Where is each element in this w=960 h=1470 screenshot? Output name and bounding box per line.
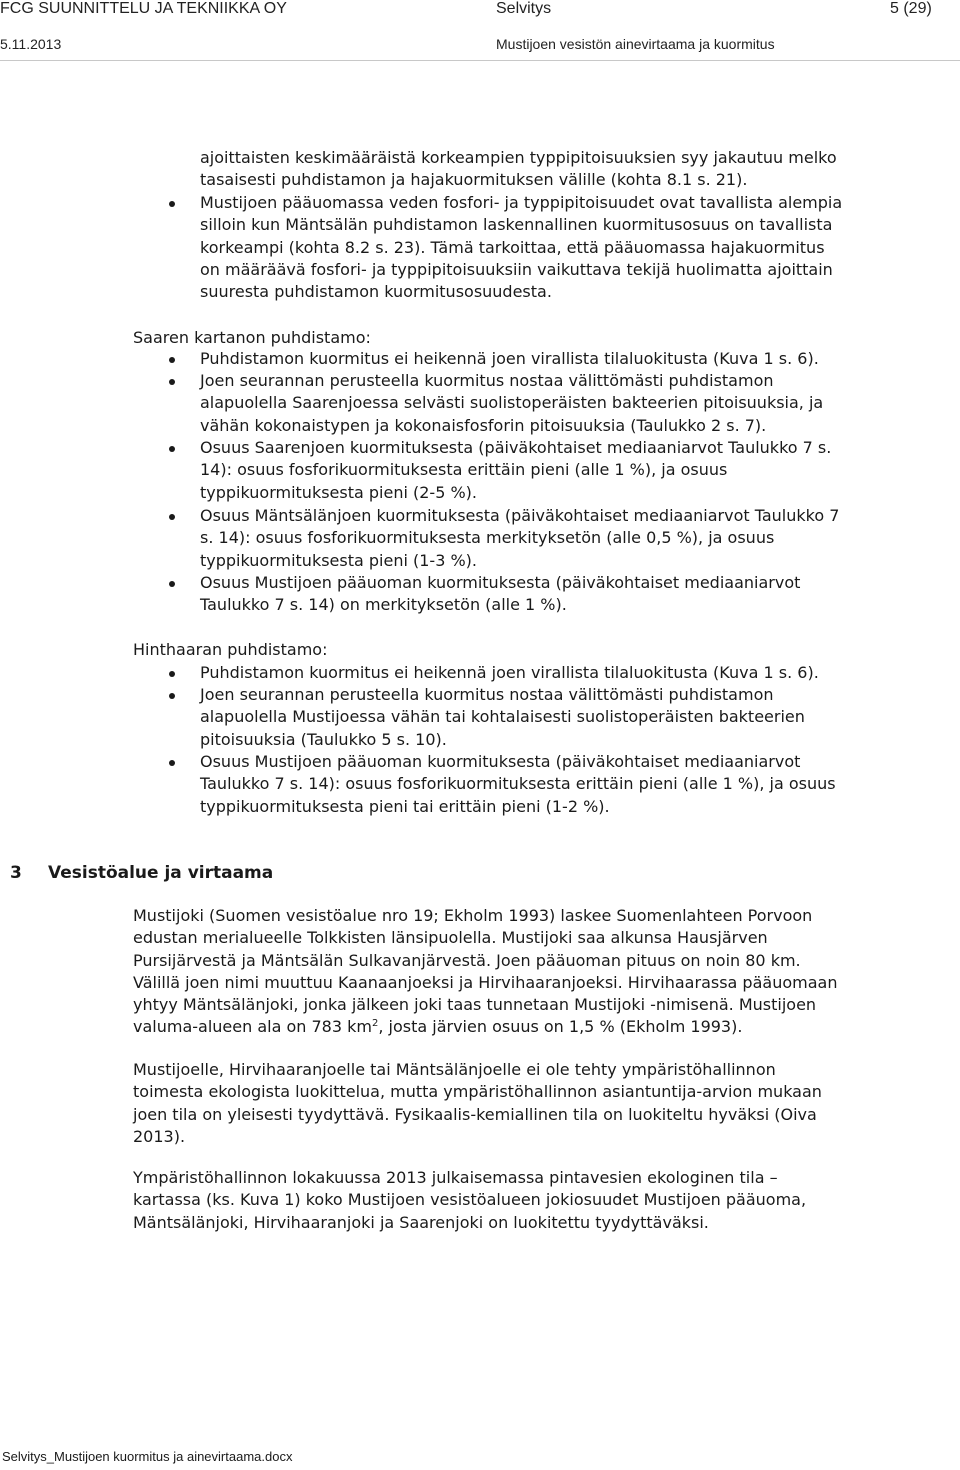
text-line: Joen seurannan perusteella kuormitus nostaa välittömästi puhdistamon xyxy=(200,371,774,390)
section-number: 3 xyxy=(10,863,22,883)
text-line: Joen seurannan perusteella kuormitus nostaa välittömästi puhdistamon xyxy=(200,685,774,704)
text-line: s. 14): osuus fosforikuormituksesta merkityksetön (alle 0,5 %), ja osuus xyxy=(200,528,775,548)
text-line: 2013). xyxy=(133,1126,186,1146)
text-line: alapuolella Mustijoessa vähän tai kohtalaisesti suolistoperäisten bakteerien xyxy=(200,707,805,727)
header-doc-type: Selvitys xyxy=(496,0,552,17)
saari-bullet xyxy=(200,572,800,617)
header-page-number: 5 (29) xyxy=(890,0,932,17)
text-line: Mustijoen pääuomassa veden fosfori- ja typpipitoisuudet ovat tavallista alempia xyxy=(200,193,843,212)
text-fragment: valuma-alueen ala on 783 km xyxy=(133,1017,372,1037)
saari-bullet xyxy=(200,370,823,437)
text-line: Osuus Mustijoen pääuoman kuormituksesta (päiväkohtaiset mediaaniarvot xyxy=(200,752,801,771)
header-divider xyxy=(0,60,960,61)
text-line: 14): osuus fosforikuormituksesta erittäin pieni (alle 1 %), ja osuus xyxy=(200,460,728,480)
saari-bullet xyxy=(200,348,819,370)
text-line: typpikuormituksesta pieni tai erittäin pieni (1-2 %). xyxy=(200,796,610,816)
text-line: Mäntsälänjoki, Hirvihaaranjoki ja Saarenjoki on luokitettu tyydyttäväksi. xyxy=(133,1212,709,1232)
bullet-icon xyxy=(169,671,175,677)
footer-filename: Selvitys_Mustijoen kuormitus ja ainevirtaama.docx xyxy=(2,1449,293,1464)
text-line: Taulukko 7 s. 14): osuus fosforikuormituksesta erittäin pieni (alle 1 %), ja osuus xyxy=(200,774,836,794)
text-fragment: , josta järvien osuus on 1,5 % (Ekholm 1993). xyxy=(378,1017,743,1037)
header-doc-title: Mustijoen vesistön ainevirtaama ja kuormitus xyxy=(496,36,775,52)
text-line: Taulukko 7 s. 14) on merkityksetön (alle 1 %). xyxy=(200,595,567,615)
text-line: on määräävä fosfori- ja typpipitoisuuksiin vaikuttava tekijä huolimatta ajoittain xyxy=(200,259,833,279)
paragraph-ecological-status xyxy=(133,1167,806,1234)
bullet-icon xyxy=(169,693,175,699)
text-line: joen tila on yleisesti tyydyttävä. Fysikaalis-kemiallinen tila on luokiteltu hyväksi (Oiva xyxy=(133,1104,817,1124)
header-date: 5.11.2013 xyxy=(0,36,62,52)
text-line: korkeampi (kohta 8.2 s. 23). Tämä tarkoittaa, että pääuomassa hajakuormitus xyxy=(200,237,825,257)
paragraph-catchment xyxy=(133,905,837,1039)
section-title: Vesistöalue ja virtaama xyxy=(48,863,274,883)
text-line: Osuus Mäntsälänjoen kuormituksesta (päiväkohtaiset mediaaniarvot Taulukko 7 xyxy=(200,506,840,525)
intro-continuation xyxy=(200,147,837,192)
text-line: Osuus Saarenjoen kuormituksesta (päiväkohtaiset mediaaniarvot Taulukko 7 s. xyxy=(200,438,832,457)
paragraph-classification xyxy=(133,1059,822,1148)
intro-bullet xyxy=(200,192,842,303)
bullet-icon xyxy=(169,514,175,520)
saari-heading: Saaren kartanon puhdistamo: xyxy=(133,328,371,347)
text-line: yhtyy Mäntsälänjoki, jonka jälkeen joki taas tunnetaan Mustijoki -nimisenä. Mustijoen xyxy=(133,995,817,1015)
hinthaara-bullet xyxy=(200,662,819,684)
text-line: Mustijoelle, Hirvihaaranjoelle tai Mäntsälänjoelle ei ole tehty ympäristöhallinnon xyxy=(133,1060,776,1079)
text-line: typpikuormituksesta pieni (1-3 %). xyxy=(200,550,477,570)
text-line: Puhdistamon kuormitus ei heikennä joen virallista tilaluokitusta (Kuva 1 s. 6). xyxy=(200,349,819,368)
text-line: typpikuormituksesta pieni (2-5 %). xyxy=(200,482,477,502)
text-line: pitoisuuksia (Taulukko 5 s. 10). xyxy=(200,729,447,749)
hinthaara-bullet xyxy=(200,751,836,818)
text-line: Osuus Mustijoen pääuoman kuormituksesta (päiväkohtaiset mediaaniarvot xyxy=(200,573,801,592)
text-line: tasaisesti puhdistamon ja hajakuormituksen välille (kohta 8.1 s. 21). xyxy=(200,170,748,190)
text-line: Ympäristöhallinnon lokakuussa 2013 julkaisemassa pintavesien ekologinen tila – xyxy=(133,1168,778,1187)
bullet-icon xyxy=(169,357,175,363)
text-line: suuresta puhdistamon kuormitusosuudesta. xyxy=(200,282,552,302)
superscript: 2 xyxy=(371,1018,379,1030)
saari-bullet xyxy=(200,437,831,504)
saari-bullet xyxy=(200,505,839,572)
text-line: vähän kokonaistypen ja kokonaisfosforin pitoisuuksia (Taulukko 2 s. 7). xyxy=(200,415,767,435)
text-line: alapuolella Saarenjoessa selvästi suolistoperäisten bakteerien pitoisuuksia, ja xyxy=(200,393,824,413)
text-line xyxy=(133,1016,837,1038)
text-line: Välillä joen nimi muuttuu Kaanaanjoeksi ja Hirvihaaranjoeksi. Hirvihaarassa pääuomaan xyxy=(133,972,838,992)
hinthaara-heading: Hinthaaran puhdistamo: xyxy=(133,640,328,659)
bullet-icon xyxy=(169,760,175,766)
text-line: kartassa (ks. Kuva 1) koko Mustijoen vesistöalueen jokiosuudet Mustijoen pääuoma, xyxy=(133,1190,807,1210)
bullet-icon xyxy=(169,201,175,207)
text-line: edustan merialueelle Tolkkisten länsipuolella. Mustijoki saa alkunsa Hausjärven xyxy=(133,928,768,948)
text-line: Puhdistamon kuormitus ei heikennä joen virallista tilaluokitusta (Kuva 1 s. 6). xyxy=(200,663,819,682)
bullet-icon xyxy=(169,379,175,385)
text-line: Mustijoki (Suomen vesistöalue nro 19; Ekholm 1993) laskee Suomenlahteen Porvoon xyxy=(133,906,813,925)
text-line: ajoittaisten keskimääräistä korkeampien typpipitoisuuksien syy jakautuu melko xyxy=(200,148,837,167)
text-line: Pursijärvestä ja Mäntsälän Sulkavanjärvestä. Joen pääuoman pituus on noin 80 km. xyxy=(133,950,801,970)
bullet-icon xyxy=(169,581,175,587)
header-company: FCG SUUNNITTELU JA TEKNIIKKA OY xyxy=(0,0,287,17)
text-line: silloin kun Mäntsälän puhdistamon laskennallinen kuormitusosuus on tavallista xyxy=(200,215,833,235)
hinthaara-bullet xyxy=(200,684,805,751)
text-line: toimesta ekologista luokittelua, mutta ympäristöhallinnon asiantuntija-arvion mukaan xyxy=(133,1082,822,1102)
bullet-icon xyxy=(169,446,175,452)
